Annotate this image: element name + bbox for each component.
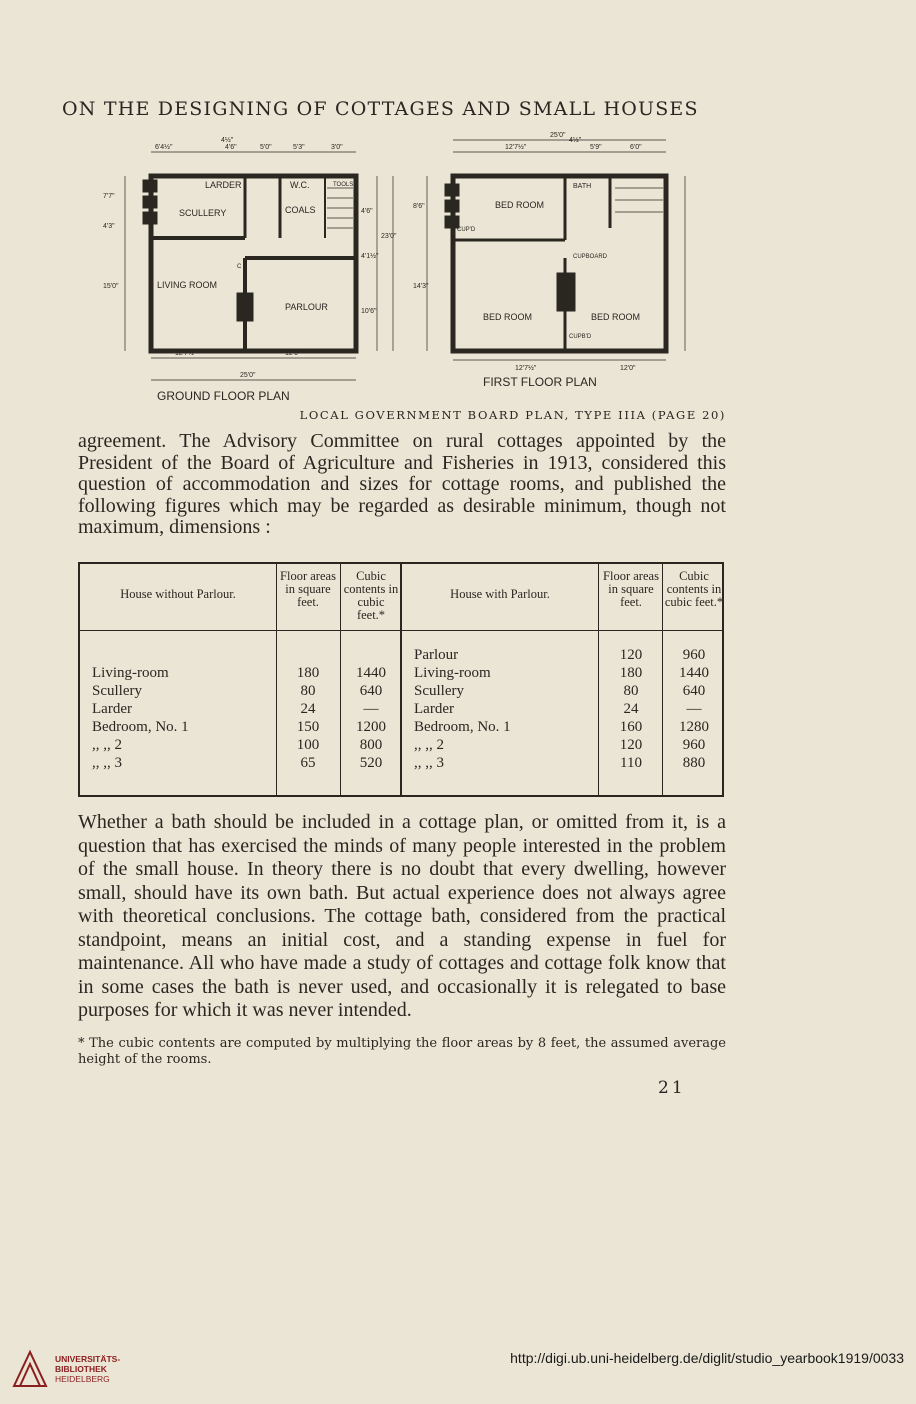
table-cell-floor: 150 (296, 719, 320, 735)
plan-dimension: 5'9" (590, 144, 602, 151)
table-cell-cubic: 960 (682, 647, 706, 663)
table-cell-floor: 65 (300, 755, 316, 771)
paragraph: Whether a bath should be included in a cottage plan, or omitted from it, is a question that has exercised the minds of many people interested in the problem of the small house. In theory there is no doubt that every dwelling, however small, should have its own bath. But actual experience does not always agree with theoretical conclusions. The cottage bath, considered from the practical standpoint, means an initial cost, and a standing expense in fuel for maintenance. All who have made a study of cottages and cottage folk know that in some cases the bath is never used, and occasionally it is relegated to base purposes for which it was never intended. (78, 811, 726, 1021)
table-cell-cubic: 640 (359, 683, 383, 699)
institution-line: HEIDELBERG (55, 1374, 110, 1384)
accommodation-table (78, 562, 724, 797)
table-cell-cubic: 880 (682, 755, 706, 771)
institution-line: UNIVERSITÄTS- (55, 1354, 121, 1364)
source-url-link[interactable]: http://digi.ub.uni-heidelberg.de/diglit/studio_yearbook1919/0033 (510, 1350, 904, 1366)
column-header: House without Parlour. (120, 587, 236, 601)
table-row-label: Bedroom, No. 1 (92, 719, 189, 735)
first-floor-plan (427, 140, 685, 360)
table-row-label: Parlour (414, 647, 459, 663)
table-cell-cubic: 1440 (356, 665, 386, 681)
running-head: ON THE DESIGNING OF COTTAGES AND SMALL HOUSES (62, 98, 699, 120)
table-cell-cubic: 1280 (679, 719, 709, 735)
column-header: Cubic contents in cubic feet.* (343, 569, 399, 622)
institution-name (55, 1354, 120, 1384)
column-header: Floor areas in square feet. (280, 569, 336, 609)
plan-dimension: 23'0" (381, 233, 397, 240)
table-cell-floor: 120 (619, 737, 643, 753)
table-cell-cubic: 800 (359, 737, 383, 753)
page-number: 21 (658, 1078, 686, 1098)
table-row-label: Bedroom, No. 1 (414, 719, 511, 735)
plan-dimension: 4½" (221, 137, 234, 144)
plan-dimension: 5'3" (293, 144, 305, 151)
table-cell-floor: 80 (623, 683, 639, 699)
plan-label: CUPBOARD (573, 254, 608, 260)
table-row-label: ,, ,, 3 (414, 755, 444, 771)
plan-dimension: 3'0" (331, 144, 343, 151)
institution-line: BIBLIOTHEK (55, 1364, 107, 1374)
floor-plans-figure (95, 128, 735, 418)
plan-label: TOOLS (333, 182, 354, 188)
plan-label: BED ROOM (591, 312, 641, 322)
paragraph: agreement. The Advisory Committee on rural cottages appointed by the President of the Board of Agriculture and Fisheries in 1913, considered this question of accommodation and sizes for cottage rooms, and published the following figures which may be regarded as desirable minimum, though not maximum, dimensions : (78, 430, 726, 538)
table-cell-floor: 24 (300, 701, 316, 717)
plan-dimension: 4'1½" (361, 253, 379, 260)
plan-dimension: 4½" (569, 137, 582, 144)
table-row-label: ,, ,, 2 (414, 737, 444, 753)
ground-floor-title: GROUND FLOOR PLAN (157, 389, 290, 403)
table-row-label: Scullery (414, 683, 464, 699)
plan-dimension: 14'3" (413, 283, 429, 290)
table-cell-cubic: 960 (682, 737, 706, 753)
column-header: Floor areas in square feet. (603, 569, 659, 609)
library-logo-icon (10, 1346, 50, 1392)
plan-label: BED ROOM (483, 312, 533, 322)
plan-dimension: 25'0" (240, 372, 256, 379)
plan-label: COALS (285, 205, 316, 215)
first-floor-title: FIRST FLOOR PLAN (483, 375, 597, 389)
table-cell-cubic: 520 (359, 755, 383, 771)
table-cell-cubic: 1200 (356, 719, 386, 735)
footnote: * The cubic contents are computed by multiplying the floor areas by 8 feet, the assumed average height of the rooms. (78, 1036, 726, 1067)
table-cell-cubic: 640 (682, 683, 706, 699)
plan-dimension: 12'7½" (175, 350, 197, 357)
column-header: House with Parlour. (450, 587, 550, 601)
plan-label: PARLOUR (285, 302, 328, 312)
table-cell-floor: 100 (296, 737, 320, 753)
plan-label: CUP'D (457, 227, 476, 233)
table-cell-cubic: 1440 (679, 665, 709, 681)
plan-dimension: 25'0" (550, 132, 566, 139)
plan-dimension: 5'0" (260, 144, 272, 151)
table-row-label: Living-room (414, 665, 491, 681)
plan-label: C (237, 264, 242, 270)
plan-dimension: 12'7½" (505, 144, 527, 151)
table-cell-floor: 160 (619, 719, 643, 735)
table-row-label: Scullery (92, 683, 142, 699)
table-cell-cubic: — (363, 701, 379, 717)
table-cell-floor: 80 (300, 683, 316, 699)
plan-dimension: 4'6" (225, 144, 237, 151)
table-cell-cubic: — (686, 701, 702, 717)
plan-label: BED ROOM (495, 200, 545, 210)
table-cell-floor: 180 (619, 665, 643, 681)
plan-dimension: 12'0" (285, 350, 301, 357)
table-cell-floor: 24 (623, 701, 639, 717)
table-row-label: ,, ,, 2 (92, 737, 122, 753)
table-cell-floor: 120 (619, 647, 643, 663)
plan-label: W.C. (290, 180, 310, 190)
plan-dimension: 10'6" (361, 308, 377, 315)
plan-dimension: 6'4½" (155, 144, 173, 151)
plan-label: BATH (573, 183, 592, 190)
plan-label: SCULLERY (179, 208, 227, 218)
plan-label: LARDER (205, 180, 242, 190)
plan-dimension: 12'0" (620, 365, 636, 372)
table-cell-floor: 180 (296, 665, 320, 681)
plan-dimension: 4'3" (103, 223, 115, 230)
plan-dimension: 15'0" (103, 283, 119, 290)
plan-dimension: 6'0" (630, 144, 642, 151)
plan-label: CUPB'D (569, 334, 592, 340)
plan-label: LIVING ROOM (157, 280, 218, 290)
plan-dimension: 7'7" (103, 193, 115, 200)
figure-caption: LOCAL GOVERNMENT BOARD PLAN, TYPE IIIA (PAGE 20) (299, 408, 726, 422)
plan-dimension: 8'6" (413, 203, 425, 210)
column-header: Cubic contents in cubic feet.* (664, 569, 724, 609)
table-row-label: Larder (92, 701, 132, 717)
plan-dimension: 12'7½" (515, 365, 537, 372)
table-row-label: Larder (414, 701, 454, 717)
table-row-label: Living-room (92, 665, 169, 681)
table-row-label: ,, ,, 3 (92, 755, 122, 771)
table-cell-floor: 110 (620, 755, 642, 771)
plan-dimension: 4'6" (361, 208, 373, 215)
